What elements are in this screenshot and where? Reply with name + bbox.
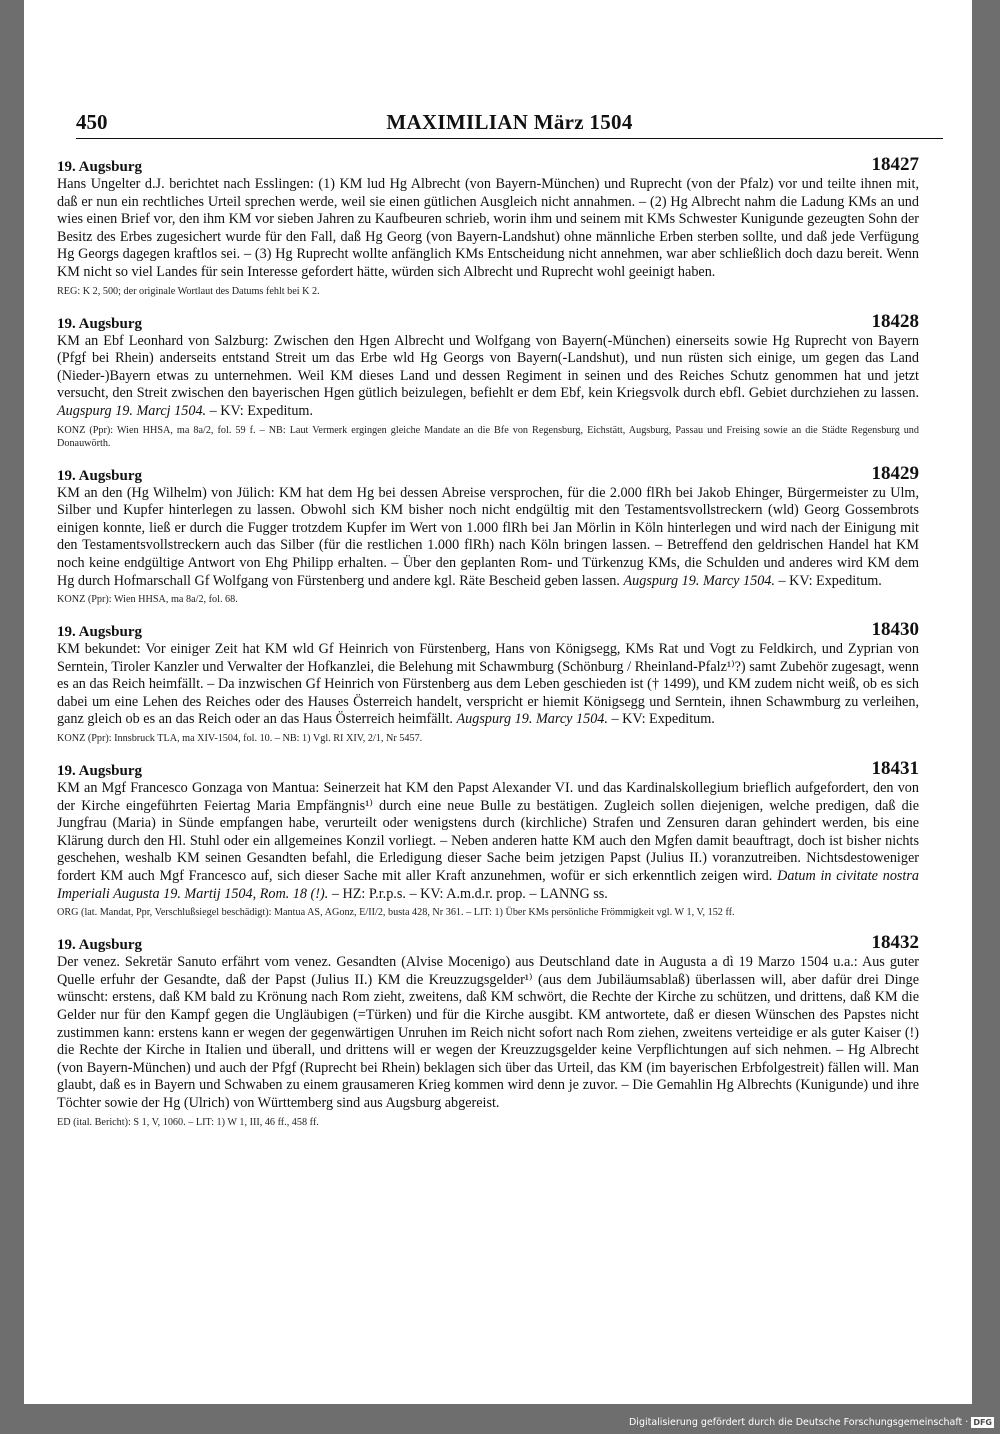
entry-number: 18430 [871, 619, 919, 641]
funding-footer [629, 1417, 994, 1428]
entry-18431 [57, 758, 919, 919]
entry-body [57, 780, 919, 903]
entry-source: KONZ (Ppr): Wien HHSA, ma 8a/2, fol. 68. [57, 594, 238, 606]
entry-text: Hans Ungelter d.J. berichtet nach Esslingen: (1) KM lud Hg Albrecht (von Bayern-München) und Ruprecht (von der Pfalz) vor und teilte ihnen mit, daß er nun ein rechtliches Urteil sprechen werde, weil sie einen gütlichen Ausgleich nicht annahmen. – (2) Hg Albrecht nahm die Ladung KMs an und wies einen Brief vor, den ihm KM vor sieben Jahren zu Kaufbeuren schrieb, worin ihm und seinem mit KMs Schwester Kunigunde gezeugten Sohn der Besitz des Erbes zugesichert wurde für den Fall, daß Hg Georg (von Bayern-Landshut) ohne männliche Erben sterben sollte, und daß jede Verfügung Hg Georgs dagegen kraftlos sei. – (3) Hg Ruprecht wollte anfänglich KMs Entscheidung nicht annehmen, war aber schließlich doch dazu bereit. Wenn KM nicht so viel Landes für sein Interesse gefordert hätte, würden sich Albrecht und Ruprecht wohl geeinigt haben. [57, 176, 919, 280]
entry-18428 [57, 311, 919, 450]
entry-number: 18432 [871, 932, 919, 954]
entry-text: KM an den (Hg Wilhelm) von Jülich: KM hat dem Hg bei dessen Abreise versprochen, für die 2.000 flRh bei Jakob Ehinger, Bürgermeister zu Ulm, Silber und Kupfer hinterlegen zu lassen. Obwohl sich KM bisher noch nicht endgültig mit den Testamentsvollstreckern (wld) Georg Gossembrots einigen konnte, ließ er durch die Fugger trotzdem Kupfer im Wert von 1.000 flRh bei Jan Mörlin in Köln hinterlegen und wird nach der Einigung mit den Testamentsvollstreckern auch das Silber (für die restlichen 1.000 flRh) nach Köln bringen lassen. – Betreffend den geldrischen Handel hat KM noch keine endgültige Antwort von Ehg Philipp erhalten. – Über den geplanten Rom- und Türkenzug KMs, die Schulden und anderes wird KM dem Hg durch Hofmarschall Gf Wolfgang von Fürstenberg und andere kgl. Räte Bescheid geben lassen. [57, 484, 919, 589]
entries-list [57, 154, 919, 1142]
entry-18430 [57, 619, 919, 745]
entry-text: Der venez. Sekretär Sanuto erfährt vom venez. Gesandten (Alvise Mocenigo) aus Deutschland date in Augusta a dì 19 Marzo 1504 u.a.: Aus guter Quelle erfuhr der Gesandte, daß der Papst (Julius II.) KM die Kreuzzugsgelder¹⁾ (aus dem Jubiläumsablaß) überlassen will, aber dafür drei Dinge wünscht: erstens, daß KM bald zu Krönung nach Rom zieht, zweitens, daß KM schwört, die Rechte der Kirche zu schützen, und drittens, daß KM die Gelder nur für den Kampf gegen die Ungläubigen (=Türken) und für die Kirche ausgibt. KM antwortete, daß er diesen Wünschen des Papstes nicht zustimmen kann: erstens kann er wegen der gegenwärtigen Unruhen im Reich nicht sofort nach Rom ziehen, zweitens verteidige er als guter Kaiser (!) die Rechte der Kirche in Italien und überall, und drittens will er wegen der Kreuzzugsgelder keine Verpflichtungen auf sich nehmen. – Hg Albrecht (von Bayern-München) und auch der Pfgf (Ruprecht bei Rhein) beklagen sich über das Urteil, das KM (im bayerischen Erbfolgestreit) fällen will. Man glaubt, daß es in Bayern und Schwaben zu einem grausameren Krieg kommen wird denn je zuvor. – Die Gemahlin Hg Albrechts (Kunigunde) und ihre Töchter sowie der Hg (Ulrich) von Württemberg sind aus Augsburg abgereist. [57, 954, 919, 1111]
entry-text: KM an Ebf Leonhard von Salzburg: Zwischen den Hgen Albrecht und Wolfgang von Bayern(-München) einerseits sowie Hg Ruprecht von Bayern (Pfgf bei Rhein) anderseits entstand Streit um das Erbe wld Hg Georgs von Bayern(-Landshut), und nun rüsten sich einige, um gegen das Land (Nieder-)Bayern etwas zu unternehmen. Weil KM dieses Land und dessen Regiment in seinen und des Reiches Schutz genommen hat und jetzt versucht, den Streit zwischen den bayerischen Hgen gütlich beizulegen, befiehlt er dem Ebf, kein Kriegsvolk durch ebfl. Gebiet durchziehen zu lassen. [57, 332, 919, 402]
entry-body [57, 333, 919, 421]
entry-text: KM an Mgf Francesco Gonzaga von Mantua: Seinerzeit hat KM den Papst Alexander VI. und das Kardinalskollegium brieflich aufgefordert, den von der Kirche eingeführten Feiertag Maria Empfängnis¹⁾ durch eine neue Bulle zu bestätigen. Zugleich sollen diejenigen, welche predigen, daß die Jungfrau (Maria) in Sünde empfangen habe, verurteilt oder wenigstens durch (kirchliche) Strafen und Zensuren daran gehindert werden, bis eine Klärung durch den Hl. Stuhl oder ein allgemeines Konzil vorliegt. – Neben anderen hatte KM auch den Mgfen damit beauftragt, doch ist bisher nichts geschehen, weshalb KM seinen Gesandten befahl, die Erledigung dieser Sache beim jetzigen Papst (Julius II.) voranzutreiben. Nichtsdestoweniger fordert KM auch Mgf Francesco auf, sich dieser Sache mit aller Kraft anzunehmen, wofür er sich erkenntlich zeigen wird. [57, 780, 919, 885]
entry-dating: Datum in civitate nostra Imperiali Augusta 19. Martij 1504, Rom. 18 (!). [57, 868, 919, 902]
entry-header [57, 154, 919, 176]
entry-18427 [57, 154, 919, 298]
entry-number: 18427 [871, 154, 919, 175]
entry-header [57, 619, 919, 641]
entry-18429 [57, 463, 919, 607]
entry-date: 19. Augsburg [57, 159, 143, 175]
entry-source: KONZ (Ppr): Wien HHSA, ma 8a/2, fol. 59 f. – NB: Laut Vermerk ergingen gleiche Mandate an die Bfe von Regensburg, Eichstätt, Augsburg, Passau und Freising sowie an die Städte Regensburg und Donauwörth. [57, 424, 919, 449]
entry-header [57, 463, 919, 485]
page-number: 450 [76, 110, 108, 134]
entry-18432 [57, 932, 919, 1128]
entry-source: KONZ (Ppr): Innsbruck TLA, ma XIV-1504, fol. 10. – NB: 1) Vgl. RI XIV, 2/1, Nr 5457. [57, 733, 423, 745]
entry-text-end: – KV: Expeditum. [774, 572, 882, 589]
entry-text-end: – HZ: P.r.p.s. – KV: A.m.d.r. prop. – LANNG ss. [328, 885, 608, 902]
entry-date: 19. Augsburg [57, 315, 143, 332]
page-header [76, 110, 943, 139]
dfg-logo: DFG [973, 1418, 992, 1427]
entry-text-end: – KV: Expeditum. [607, 711, 715, 728]
entry-source: ORG (lat. Mandat, Ppr, Verschlußsiegel beschädigt): Mantua AS, AGonz, E/II/2, busta 428, Nr 361. – LIT: 1) Über KMs persönliche Frömmigkeit vgl. W 1, V, 152 ff. [57, 907, 735, 919]
entry-header [57, 311, 919, 333]
entry-dating: Augspurg 19. Marcj 1504. [57, 402, 207, 419]
entry-header [57, 758, 919, 780]
entry-date: 19. Augsburg [57, 624, 143, 641]
entry-header [57, 932, 919, 954]
funding-note: Digitalisierung gefördert durch die Deutsche Forschungsgemeinschaft · [628, 1417, 969, 1428]
entry-source: ED (ital. Bericht): S 1, V, 1060. – LIT: 1) W 1, III, 46 ff., 458 ff. [57, 1116, 319, 1128]
entry-dating: Augspurg 19. Marcy 1504. [456, 711, 608, 728]
entry-text-end: – KV: Expeditum. [206, 402, 314, 419]
entry-number: 18428 [871, 310, 919, 332]
entry-date: 19. Augsburg [57, 763, 143, 780]
entry-body [57, 954, 919, 1112]
entry-text: KM bekundet: Vor einiger Zeit hat KM wld Gf Heinrich von Fürstenberg, Hans von Königsegg, KMs Rat und Vogt zu Feldkirch, und Zyprian von Serntein, Tiroler Kanzler und Verwalter der Hofkanzlei, die Belehung mit Schawmburg (Schönburg / Rheinland-Pfalz¹⁾?) samt Zubehör zugesagt, wenn es an das Reich heimfällt. – Da inzwischen Gf Heinrich von Fürstenberg aus dem Leben geschieden ist († 1499), und KM zudem nicht weiß, ob es sich dabei um eine Lehen des Reiches oder des Hauses Österreich handelt, verspricht er hiemit Königsegg und Serntein, ihnen Schawmburg zu verleihen, ganz gleich ob es an das Reich oder an das Haus Österreich heimfällt. [57, 641, 919, 728]
entry-source: REG: K 2, 500; der originale Wortlaut des Datums fehlt bei K 2. [57, 285, 320, 297]
entry-number: 18431 [871, 758, 919, 780]
entry-body [57, 485, 919, 591]
entry-body [57, 641, 919, 729]
entry-body [57, 176, 919, 282]
entry-date: 19. Augsburg [57, 467, 143, 484]
running-title: MAXIMILIAN März 1504 [386, 110, 633, 134]
entry-date: 19. Augsburg [57, 937, 143, 954]
entry-number: 18429 [871, 462, 919, 484]
entry-dating: Augspurg 19. Marcy 1504. [623, 572, 775, 589]
